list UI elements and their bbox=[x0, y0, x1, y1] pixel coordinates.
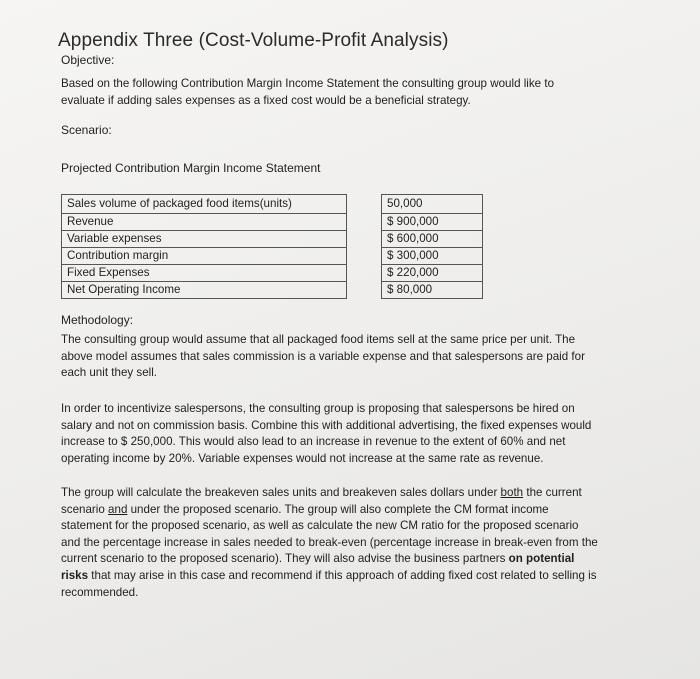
bold-phrase: on potential bbox=[508, 552, 575, 566]
incentive-line: salary and not on commission basis. Combine this with additional advertising, the fixed expenses would bbox=[61, 418, 592, 432]
group-paragraph bbox=[61, 485, 598, 601]
incentive-line: operating income by 20%. Variable expenses would not increase at the same rate as revenue. bbox=[61, 451, 544, 465]
row-value: $ 80,000 bbox=[382, 282, 483, 299]
incentive-line: increase to $ 250,000. This would also lead to an increase in revenue to the extent of 60% and net bbox=[61, 435, 566, 449]
table-row bbox=[62, 214, 483, 231]
table-row bbox=[62, 265, 483, 282]
group-line: current scenario to the proposed scenario). They will also advise the business partners on potential bbox=[61, 552, 575, 566]
group-line: and the percentage increase in sales needed to break-even (percentage increase in break-even from the bbox=[61, 535, 598, 549]
table-row bbox=[62, 231, 483, 248]
statement-title: Projected Contribution Margin Income Statement bbox=[61, 161, 321, 175]
group-line: The group will calculate the breakeven sales units and breakeven sales dollars under both the current bbox=[61, 486, 582, 499]
table-row bbox=[62, 195, 483, 214]
row-value: $ 220,000 bbox=[382, 265, 483, 282]
bold-word: risks bbox=[61, 568, 89, 582]
incentive-line: In order to incentivize salespersons, the consulting group is proposing that salespersons be hired on bbox=[61, 402, 575, 415]
row-value: $ 300,000 bbox=[382, 248, 483, 265]
methodology-paragraph bbox=[61, 332, 585, 382]
row-value: $ 900,000 bbox=[382, 214, 483, 231]
row-item: Sales volume of packaged food items(units) bbox=[62, 195, 347, 214]
row-item: Revenue bbox=[62, 214, 347, 231]
row-item: Contribution margin bbox=[62, 248, 347, 265]
underlined-word: and bbox=[108, 502, 128, 516]
group-line: recommended. bbox=[61, 585, 139, 599]
table-row bbox=[62, 248, 483, 265]
scenario-label: Scenario: bbox=[61, 123, 112, 137]
page-title: Appendix Three (Cost-Volume-Profit Analysis) bbox=[58, 30, 449, 51]
objective-line: evaluate if adding sales expenses as a fixed cost would be a beneficial strategy. bbox=[61, 93, 471, 107]
row-value: 50,000 bbox=[382, 195, 483, 214]
methodology-label: Methodology: bbox=[61, 313, 134, 327]
methodology-line: each unit they sell. bbox=[61, 366, 158, 380]
incentive-paragraph bbox=[61, 401, 591, 467]
underlined-word: both bbox=[500, 486, 524, 499]
objective-line: Based on the following Contribution Margin Income Statement the consulting group would like to bbox=[61, 77, 555, 90]
objective-paragraph bbox=[61, 76, 554, 109]
income-statement-table bbox=[61, 194, 483, 299]
row-item: Fixed Expenses bbox=[62, 265, 347, 282]
objective-label: Objective: bbox=[61, 53, 115, 67]
group-line: risks that may arise in this case and recommend if this approach of adding fixed cost related to selling is bbox=[61, 568, 597, 582]
table-row bbox=[62, 282, 483, 299]
row-item: Net Operating Income bbox=[62, 282, 347, 299]
group-line: statement for the proposed scenario, as well as calculate the new CM ratio for the proposed scenario bbox=[61, 519, 579, 533]
row-item: Variable expenses bbox=[62, 231, 347, 248]
group-line: scenario and under the proposed scenario. The group will also complete the CM format income bbox=[61, 502, 549, 516]
row-value: $ 600,000 bbox=[382, 231, 483, 248]
methodology-line: above model assumes that sales commission is a variable expense and that salespersons are paid for bbox=[61, 349, 585, 363]
methodology-line: The consulting group would assume that all packaged food items sell at the same price per unit. The bbox=[61, 333, 576, 346]
